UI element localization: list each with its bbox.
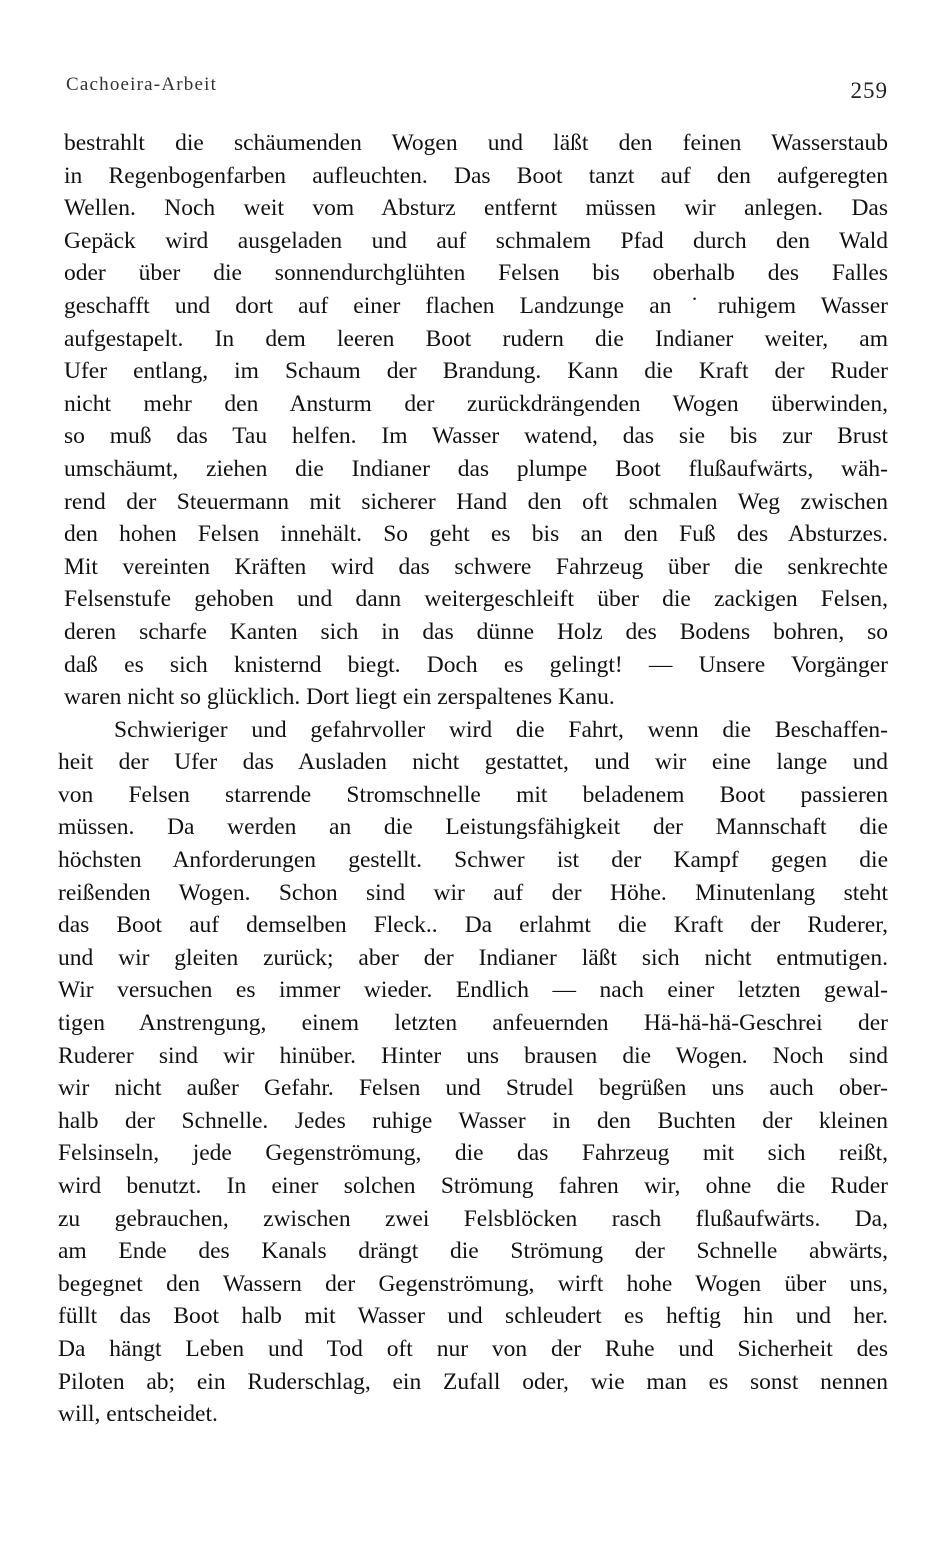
text-line: waren nicht so glücklich. Dort liegt ein zerspaltenes Kanu. (64, 684, 615, 711)
text-line: wir nicht außer Gefahr. Felsen und Strudel begrüßen uns auch ober- (58, 1075, 888, 1102)
text-line: daß es sich knisternd biegt. Doch es gelingt! — Unsere Vorgänger (64, 651, 888, 678)
text-line: will, entscheidet. (58, 1401, 218, 1428)
text-line: und wir gleiten zurück; aber der Indianer läßt sich nicht entmutigen. (58, 944, 888, 971)
text-line: heit der Ufer das Ausladen nicht gestattet, und wir eine lange und (58, 749, 888, 776)
page-number: 259 (850, 78, 888, 103)
body-text (58, 127, 888, 1431)
text-line: zu gebrauchen, zwischen zwei Felsblöcken rasch flußaufwärts. Da, (58, 1205, 888, 1232)
text-line: Ufer entlang, im Schaum der Brandung. Kann die Kraft der Ruder (64, 358, 888, 385)
text-line: aufgestapelt. In dem leeren Boot rudern die Indianer weiter, am (64, 325, 888, 352)
text-line: Felsinseln, jede Gegenströmung, die das Fahrzeug mit sich reißt, (58, 1140, 888, 1167)
text-line: Ruderer sind wir hinüber. Hinter uns brausen die Wogen. Noch sind (58, 1042, 888, 1069)
text-line: Felsenstufe gehoben und dann weitergeschleift über die zackigen Felsen, (64, 586, 888, 613)
text-line: nicht mehr den Ansturm der zurückdrängenden Wogen überwinden, (64, 390, 888, 417)
text-line: deren scharfe Kanten sich in das dünne Holz des Bodens bohren, so (64, 618, 888, 645)
text-line: von Felsen starrende Stromschnelle mit beladenem Boot passieren (58, 781, 888, 808)
text-line: halb der Schnelle. Jedes ruhige Wasser in den Buchten der kleinen (58, 1107, 888, 1134)
text-line: Piloten ab; ein Ruderschlag, ein Zufall oder, wie man es sonst nennen (58, 1368, 888, 1395)
text-line: Gepäck wird ausgeladen und auf schmalem Pfad durch den Wald (64, 227, 888, 254)
text-line: höchsten Anforderungen gestellt. Schwer ist der Kampf gegen die (58, 847, 888, 874)
text-line: begegnet den Wassern der Gegenströmung, wirft hohe Wogen über uns, (58, 1270, 888, 1297)
text-line: umschäumt, ziehen die Indianer das plumpe Boot flußaufwärts, wäh- (64, 455, 888, 482)
text-line: füllt das Boot halb mit Wasser und schleudert es heftig hin und her. (58, 1303, 888, 1330)
text-line: Schwieriger und gefahrvoller wird die Fahrt, wenn die Beschaffen- (114, 716, 888, 743)
text-line: in Regenbogenfarben aufleuchten. Das Boot tanzt auf den aufgeregten (64, 162, 888, 189)
text-line: so muß das Tau helfen. Im Wasser watend, das sie bis zur Brust (64, 423, 888, 450)
text-line: rend der Steuermann mit sicherer Hand den oft schmalen Weg zwischen (64, 488, 888, 515)
running-head: Cachoeira-Arbeit (66, 74, 218, 95)
text-line: tigen Anstrengung, einem letzten anfeuernden Hä-hä-hä-Geschrei der (58, 1010, 888, 1037)
text-line: geschafft und dort auf einer flachen Landzunge an˙ruhigem Wasser (64, 292, 888, 319)
text-line: müssen. Da werden an die Leistungsfähigkeit der Mannschaft die (58, 814, 888, 841)
text-line: das Boot auf demselben Fleck.. Da erlahmt die Kraft der Ruderer, (58, 912, 888, 939)
text-line: bestrahlt die schäumenden Wogen und läßt den feinen Wasserstaub (64, 130, 888, 156)
text-line: Mit vereinten Kräften wird das schwere Fahrzeug über die senkrechte (64, 553, 888, 580)
text-line: am Ende des Kanals drängt die Strömung der Schnelle abwärts, (58, 1238, 888, 1265)
text-line: wird benutzt. In einer solchen Strömung fahren wir, ohne die Ruder (58, 1173, 888, 1199)
text-line: den hohen Felsen innehält. So geht es bis an den Fuß des Absturzes. (64, 521, 888, 548)
text-line: reißenden Wogen. Schon sind wir auf der Höhe. Minutenlang steht (58, 879, 888, 906)
text-line: Da hängt Leben und Tod oft nur von der Ruhe und Sicherheit des (58, 1335, 888, 1362)
text-line: Wellen. Noch weit vom Absturz entfernt müssen wir anlegen. Das (64, 195, 888, 222)
text-line: Wir versuchen es immer wieder. Endlich — nach einer letzten gewal- (58, 977, 888, 1004)
text-line: oder über die sonnendurchglühten Felsen bis oberhalb des Falles (64, 260, 888, 287)
